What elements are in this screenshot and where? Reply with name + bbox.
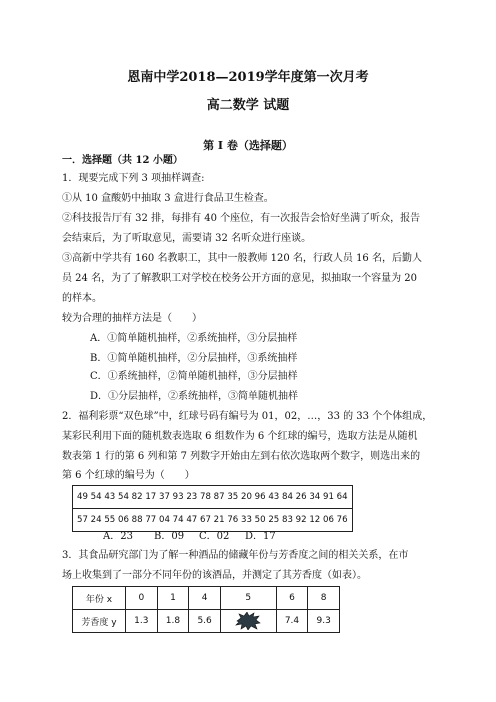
q1-item: ①从 10 盒酸奶中抽取 3 盒进行食品卫生检查。 [62, 193, 274, 204]
table-row [73, 486, 353, 509]
q1-ask: 较为合理的抽样方法是（ ） [62, 313, 202, 324]
table-cell: 8 [308, 587, 340, 610]
random-number-table [72, 485, 353, 532]
table-cell: 0 [126, 587, 158, 610]
q3-line: 场上收集到了一部分不同年份的该酒品，并测定了其芳香度（如表）。 [62, 570, 367, 581]
q2-option-c: C．02 [199, 531, 230, 542]
q2-line: 数表第 1 行的第 6 列和第 7 列数字开始由左到右依次选取两个数字，则选出来的 [62, 451, 421, 462]
table-cell: 7.4 [276, 610, 308, 633]
table-row [73, 509, 353, 532]
q1-item: 的样本。 [62, 293, 102, 304]
table-cell: 5.6 [189, 610, 221, 633]
q2-option-b: B．09 [154, 531, 185, 542]
q3-line: 3．其食品研究部门为了解一种酒品的储藏年份与芳香度之间的相关关系，在市 [62, 550, 409, 561]
random-number-row: 49 54 43 54 82 17 37 93 23 78 87 35 20 96 43 84 26 34 91 64 [73, 486, 353, 509]
table-cell: 6 [276, 587, 308, 610]
table-row [73, 610, 340, 633]
table-cell: 4 [189, 587, 221, 610]
q1-option-d: D．①分层抽样，②系统抽样，③简单随机抽样 [90, 391, 299, 402]
q2-line: 第 6 个红球的编号为（ ） [62, 470, 195, 481]
q1-option-b: B．①简单随机抽样，②分层抽样，③系统抽样 [90, 353, 298, 364]
exam-title: 恩南中学2018—2019学年度第一次月考 [127, 70, 369, 85]
q2-option-a: A．23 [103, 531, 133, 542]
q1-item: ②科技报告厅有 32 排，每排有 40 个座位，有一次报告会恰好坐满了听众，报告 [62, 213, 421, 224]
q2-option-d: D．17 [245, 531, 276, 542]
q1-item: 员 24 名，为了了解教职工对学校在校务公开方面的意见，拟抽取一个容量为 20 [62, 273, 417, 284]
q1-option-c: C．①系统抽样，②简单随机抽样，③分层抽样 [90, 371, 298, 382]
table-row [73, 587, 340, 610]
table-cell: 1 [157, 587, 189, 610]
table-header-cell: 年份 x [73, 587, 126, 610]
exam-subtitle: 高二数学 试题 [206, 98, 290, 113]
table-cell: 5 [220, 587, 276, 610]
q2-line: 某彩民利用下面的随机数表选取 6 组数作为 6 个红球的编号，选取方法是从随机 [62, 431, 418, 442]
section-heading: 一．选择题（共 12 小题） [62, 155, 183, 166]
ink-blot-cell [220, 610, 276, 633]
table-cell: 9.3 [308, 610, 340, 633]
volume-heading: 第 I 卷（选择题） [203, 139, 293, 152]
q1-item: 会结束后，为了听取意见，需要请 32 名听众进行座谈。 [62, 233, 312, 244]
table-cell: 1.3 [126, 610, 158, 633]
q2-line: 2．福利彩票“双色球”中，红球号码有编号为 01，02，…，33 的 33 个个体组成， [62, 411, 433, 422]
aroma-table [72, 586, 340, 633]
q1-item: ③高新中学共有 160 名教职工，其中一般教师 120 名，行政人员 16 名，后勤人 [62, 253, 422, 264]
random-number-row: 57 24 55 06 88 77 04 74 47 67 21 76 33 50 25 83 92 12 06 76 [73, 509, 353, 532]
ink-blot-icon [235, 612, 261, 630]
q1-option-a: A．①简单随机抽样，②系统抽样，③分层抽样 [90, 333, 298, 344]
table-header-cell: 芳香度 y [73, 610, 126, 633]
q1-stem: 1．现要完成下列 3 项抽样调查: [62, 173, 205, 184]
table-cell: 1.8 [157, 610, 189, 633]
